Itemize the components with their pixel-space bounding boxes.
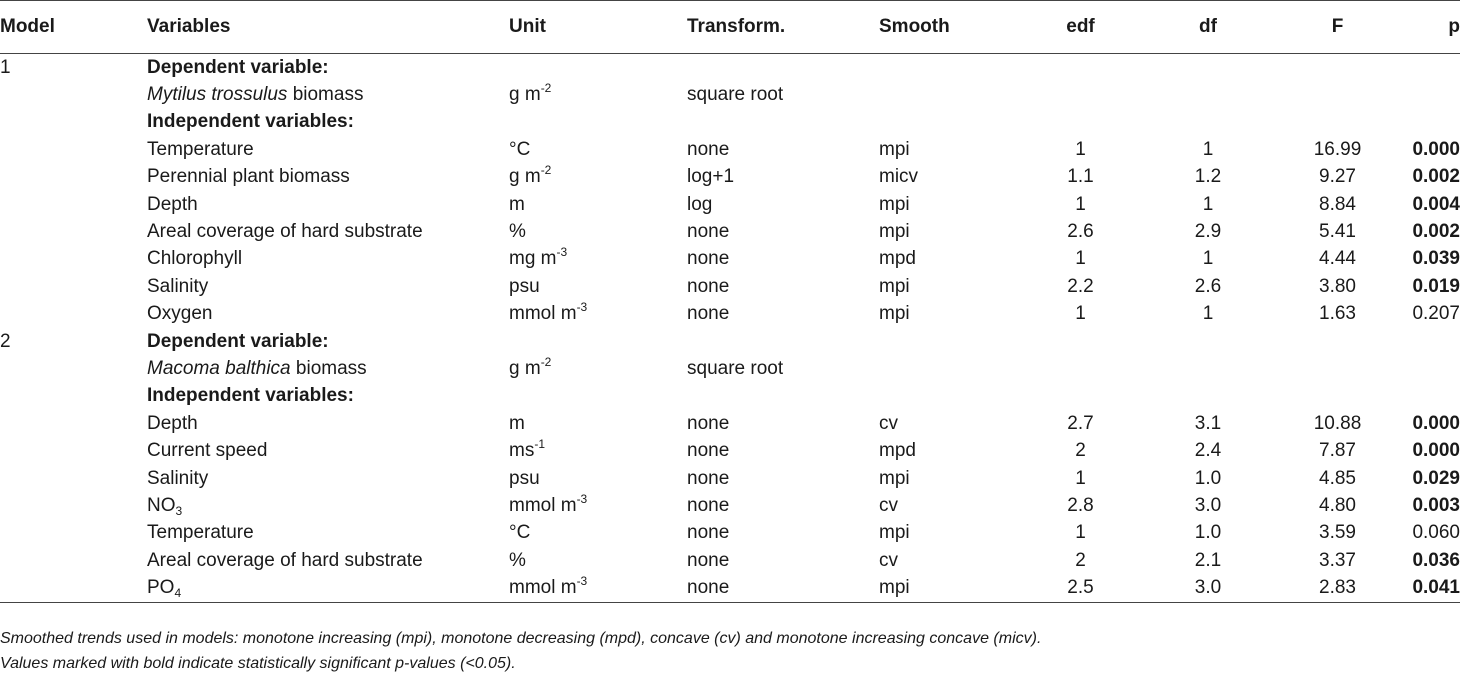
- p-value-cell: 0.004: [1412, 193, 1460, 215]
- smooth-cell: [879, 109, 1019, 136]
- unit-cell: [509, 383, 687, 410]
- variable-cell: [147, 328, 509, 355]
- smooth-cell: cv: [879, 494, 898, 516]
- footnote-significance: Values marked with bold indicate statistically significant p-values (<0.05).: [0, 655, 516, 672]
- model-cell: [0, 355, 147, 382]
- transform-cell: [687, 109, 879, 136]
- variable-name: Chlorophyll: [147, 248, 243, 270]
- edf-cell: 1: [1075, 138, 1086, 160]
- f-cell: [1274, 54, 1401, 82]
- edf-cell: 2: [1075, 440, 1086, 462]
- variable-name: Areal coverage of hard substrate: [147, 221, 423, 243]
- smooth-cell: [879, 54, 1019, 82]
- variable-name: PO: [147, 577, 175, 599]
- variable-name: Independent variables:: [147, 111, 354, 133]
- variable-name: Depth: [147, 193, 198, 215]
- edf-cell: 1: [1075, 193, 1086, 215]
- smooth-cell: [879, 81, 1019, 108]
- table-row: [0, 547, 1460, 574]
- p-value-cell: [1401, 355, 1460, 382]
- transform-cell: log+1: [687, 166, 735, 188]
- f-cell: 10.88: [1313, 412, 1362, 434]
- edf-cell: 2.2: [1067, 275, 1094, 297]
- unit-text: °C: [509, 138, 531, 160]
- unit-cell: [509, 520, 687, 547]
- unit-text: mmol m: [509, 494, 577, 516]
- unit-text: %: [509, 221, 526, 243]
- df-cell: 2.4: [1194, 440, 1222, 462]
- variable-cell: [147, 465, 509, 492]
- table-row: [0, 273, 1460, 300]
- variable-name: Depth: [147, 412, 198, 434]
- unit-exponent: -3: [556, 245, 568, 260]
- model-cell: [0, 437, 147, 464]
- variable-name: Temperature: [147, 522, 254, 544]
- p-value-cell: 0.041: [1401, 574, 1460, 602]
- f-cell: 4.80: [1319, 494, 1356, 516]
- table-row: [0, 410, 1460, 437]
- unit-text: %: [509, 549, 526, 571]
- unit-cell: [509, 437, 687, 464]
- p-value-cell: 0.060: [1412, 522, 1460, 544]
- edf-cell: [1019, 81, 1142, 108]
- header-variables: Variables: [147, 1, 509, 54]
- smooth-cell: micv: [879, 166, 919, 188]
- p-value-cell: 0.002: [1412, 221, 1460, 243]
- smooth-cell: mpi: [879, 467, 910, 489]
- unit-text: ms: [509, 440, 535, 462]
- unit-text: psu: [509, 467, 540, 489]
- smooth-cell: mpi: [879, 303, 910, 325]
- variable-suffix: biomass: [287, 84, 364, 106]
- f-cell: 5.41: [1319, 221, 1356, 243]
- smooth-cell: cv: [879, 412, 898, 434]
- unit-exponent: -3: [576, 574, 588, 589]
- transform-cell: none: [687, 549, 730, 571]
- variable-cell: [147, 383, 509, 410]
- table-row: [0, 246, 1460, 273]
- table-row: [0, 191, 1460, 218]
- model-cell: [0, 191, 147, 218]
- unit-cell: [509, 547, 687, 574]
- footnote-smoothing: Smoothed trends used in models: monotone increasing (mpi), monotone decreasing (mpd), concave (cv) and monotone increasing concave (micv).: [0, 630, 1042, 647]
- df-cell: 1.0: [1194, 467, 1222, 489]
- unit-exponent: -2: [540, 81, 552, 96]
- variable-name: Mytilus trossulus: [147, 84, 288, 106]
- f-cell: 4.44: [1319, 248, 1356, 270]
- table-row: [0, 437, 1460, 464]
- variable-cell: [147, 54, 509, 82]
- unit-text: mmol m: [509, 577, 577, 599]
- model-cell: [0, 218, 147, 245]
- table-row: [0, 218, 1460, 245]
- p-value-cell: 0.000: [1412, 412, 1460, 434]
- transform-cell: [687, 383, 879, 410]
- f-cell: [1274, 109, 1401, 136]
- f-cell: [1274, 355, 1401, 382]
- variable-name: Temperature: [147, 138, 254, 160]
- table-row: [0, 81, 1460, 108]
- df-cell: 1: [1202, 138, 1214, 160]
- df-cell: [1142, 383, 1274, 410]
- unit-cell: [509, 109, 687, 136]
- unit-text: °C: [509, 522, 531, 544]
- edf-cell: [1019, 383, 1142, 410]
- p-value-cell: 0.019: [1412, 275, 1460, 297]
- model-cell: [0, 547, 147, 574]
- header-unit: Unit: [509, 1, 687, 54]
- variable-cell: [147, 574, 509, 602]
- variable-name: Current speed: [147, 440, 268, 462]
- f-cell: 4.85: [1319, 467, 1356, 489]
- variable-cell: [147, 301, 509, 328]
- model-cell: [0, 520, 147, 547]
- smooth-cell: [879, 328, 1019, 355]
- unit-text: g m: [509, 84, 541, 106]
- edf-cell: [1019, 54, 1142, 82]
- variable-cell: [147, 164, 509, 191]
- p-value-cell: 0.000: [1412, 440, 1460, 462]
- edf-cell: 2.5: [1019, 574, 1142, 602]
- variable-cell: [147, 520, 509, 547]
- transform-cell: square root: [687, 357, 784, 379]
- transform-cell: none: [687, 221, 730, 243]
- edf-cell: [1019, 355, 1142, 382]
- unit-cell: [509, 164, 687, 191]
- table-row: [0, 574, 1460, 602]
- transform-cell: none: [687, 412, 730, 434]
- variable-name: NO: [147, 494, 176, 516]
- unit-exponent: -3: [576, 300, 588, 315]
- df-cell: [1142, 109, 1274, 136]
- unit-cell: [509, 54, 687, 82]
- df-cell: [1142, 328, 1274, 355]
- df-cell: [1142, 81, 1274, 108]
- variable-name: Macoma balthica: [147, 357, 291, 379]
- unit-text: mmol m: [509, 303, 577, 325]
- f-cell: [1274, 383, 1401, 410]
- variable-name: Perennial plant biomass: [147, 166, 350, 188]
- transform-cell: none: [687, 467, 730, 489]
- variable-cell: [147, 547, 509, 574]
- variable-subscript: 3: [175, 503, 183, 518]
- transform-cell: log: [687, 193, 713, 215]
- header-smooth: Smooth: [879, 1, 1019, 54]
- transform-cell: none: [687, 248, 730, 270]
- unit-exponent: -2: [540, 354, 552, 369]
- df-cell: 1.0: [1194, 522, 1222, 544]
- table-row: [0, 136, 1460, 163]
- variable-cell: [147, 437, 509, 464]
- edf-cell: 1: [1075, 248, 1086, 270]
- edf-cell: 1: [1075, 522, 1086, 544]
- variable-name: Salinity: [147, 467, 209, 489]
- p-value-cell: [1401, 81, 1460, 108]
- p-value-cell: 0.036: [1412, 549, 1460, 571]
- edf-cell: 1: [1075, 303, 1086, 325]
- df-cell: 3.0: [1194, 494, 1222, 516]
- unit-cell: [509, 246, 687, 273]
- f-cell: [1274, 81, 1401, 108]
- df-cell: 1: [1202, 193, 1214, 215]
- model-cell: [0, 465, 147, 492]
- table-row: [0, 54, 1460, 82]
- unit-text: psu: [509, 275, 540, 297]
- model-cell: [0, 273, 147, 300]
- transform-cell: [687, 54, 879, 82]
- model-cell: [0, 81, 147, 108]
- p-value-cell: [1401, 109, 1460, 136]
- unit-cell: [509, 574, 687, 602]
- model-cell: 1: [0, 56, 11, 78]
- smooth-cell: [879, 383, 1019, 410]
- unit-exponent: -2: [540, 163, 552, 178]
- unit-text: mg m: [509, 248, 557, 270]
- transform-cell: none: [687, 275, 730, 297]
- table-row: [0, 355, 1460, 382]
- smooth-cell: mpi: [879, 275, 910, 297]
- unit-text: g m: [509, 166, 541, 188]
- variable-cell: [147, 410, 509, 437]
- edf-cell: 1: [1075, 467, 1086, 489]
- transform-cell: none: [687, 138, 730, 160]
- df-cell: 2.1: [1194, 549, 1222, 571]
- edf-cell: [1019, 328, 1142, 355]
- variable-cell: [147, 355, 509, 382]
- table-row: [0, 465, 1460, 492]
- edf-cell: 2.6: [1067, 221, 1094, 243]
- f-cell: 3.59: [1319, 522, 1356, 544]
- variable-name: Dependent variable:: [147, 56, 329, 78]
- f-cell: 1.63: [1319, 303, 1356, 325]
- smooth-cell: [879, 355, 1019, 382]
- unit-cell: [509, 328, 687, 355]
- unit-cell: [509, 410, 687, 437]
- variable-cell: [147, 273, 509, 300]
- variable-name: Areal coverage of hard substrate: [147, 549, 423, 571]
- model-cell: [0, 246, 147, 273]
- df-cell: 1: [1202, 248, 1214, 270]
- variable-name: Dependent variable:: [147, 330, 329, 352]
- f-cell: 3.37: [1319, 549, 1356, 571]
- model-cell: [0, 109, 147, 136]
- header-df: df: [1142, 1, 1274, 54]
- edf-cell: 1.1: [1067, 166, 1094, 188]
- transform-cell: none: [687, 522, 730, 544]
- variable-cell: [147, 109, 509, 136]
- variable-cell: [147, 191, 509, 218]
- smooth-cell: mpd: [879, 440, 916, 462]
- unit-cell: [509, 355, 687, 382]
- f-cell: 3.80: [1319, 275, 1356, 297]
- variable-name: Salinity: [147, 275, 209, 297]
- f-cell: 8.84: [1319, 193, 1356, 215]
- transform-cell: [687, 328, 879, 355]
- header-model: Model: [0, 1, 147, 54]
- df-cell: 3.1: [1194, 412, 1222, 434]
- unit-cell: [509, 136, 687, 163]
- table-row: [0, 520, 1460, 547]
- df-cell: 1.2: [1194, 166, 1222, 188]
- model-cell: [0, 574, 147, 602]
- smooth-cell: mpi: [879, 522, 910, 544]
- f-cell: 2.83: [1274, 574, 1401, 602]
- p-value-cell: 0.029: [1412, 467, 1460, 489]
- variable-cell: [147, 218, 509, 245]
- p-value-cell: 0.039: [1412, 248, 1460, 270]
- edf-cell: 2: [1075, 549, 1086, 571]
- edf-cell: 2.8: [1067, 494, 1094, 516]
- model-cell: [0, 136, 147, 163]
- unit-cell: [509, 218, 687, 245]
- df-cell: 2.9: [1194, 221, 1222, 243]
- transform-cell: none: [687, 494, 730, 516]
- unit-exponent: -3: [576, 491, 588, 506]
- p-value-cell: 0.207: [1412, 303, 1460, 325]
- variable-name: Independent variables:: [147, 385, 354, 407]
- f-cell: [1274, 328, 1401, 355]
- model-cell: [0, 383, 147, 410]
- variable-subscript: 4: [174, 586, 182, 601]
- unit-cell: [509, 191, 687, 218]
- header-p: p: [1401, 1, 1460, 54]
- transform-cell: none: [687, 303, 730, 325]
- f-cell: 7.87: [1319, 440, 1356, 462]
- unit-cell: [509, 273, 687, 300]
- transform-cell: none: [687, 574, 879, 602]
- variable-name: Oxygen: [147, 303, 213, 325]
- table-row: [0, 328, 1460, 355]
- unit-text: m: [509, 193, 525, 215]
- f-cell: 16.99: [1313, 138, 1362, 160]
- table-row: [0, 109, 1460, 136]
- transform-cell: square root: [687, 84, 784, 106]
- df-cell: [1142, 355, 1274, 382]
- model-cell: [0, 492, 147, 519]
- table-row: [0, 492, 1460, 519]
- table-row: [0, 301, 1460, 328]
- unit-cell: [509, 492, 687, 519]
- df-cell: [1142, 54, 1274, 82]
- unit-exponent: -1: [534, 437, 545, 452]
- variable-cell: [147, 492, 509, 519]
- unit-cell: [509, 81, 687, 108]
- variable-cell: [147, 136, 509, 163]
- table-row: [0, 164, 1460, 191]
- p-value-cell: [1401, 383, 1460, 410]
- variable-cell: [147, 246, 509, 273]
- edf-cell: [1019, 109, 1142, 136]
- model-cell: [0, 410, 147, 437]
- header-edf: edf: [1019, 1, 1142, 54]
- p-value-cell: 0.003: [1412, 494, 1460, 516]
- unit-text: m: [509, 412, 525, 434]
- model-cell: [0, 301, 147, 328]
- header-row: [0, 1, 1460, 54]
- smooth-cell: mpi: [879, 193, 910, 215]
- header-transform: Transform.: [687, 1, 879, 54]
- df-cell: 1: [1202, 303, 1214, 325]
- smooth-cell: mpi: [879, 138, 910, 160]
- p-value-cell: [1401, 328, 1460, 355]
- df-cell: 2.6: [1194, 275, 1222, 297]
- smooth-cell: cv: [879, 549, 898, 571]
- unit-cell: [509, 465, 687, 492]
- transform-cell: none: [687, 440, 730, 462]
- model-cell: [0, 164, 147, 191]
- f-cell: 9.27: [1319, 166, 1356, 188]
- df-cell: 3.0: [1142, 574, 1274, 602]
- p-value-cell: [1401, 54, 1460, 82]
- variable-suffix: biomass: [290, 357, 367, 379]
- edf-cell: 2.7: [1067, 412, 1094, 434]
- unit-text: g m: [509, 357, 541, 379]
- p-value-cell: 0.002: [1412, 166, 1460, 188]
- header-f: F: [1274, 1, 1401, 54]
- unit-cell: [509, 301, 687, 328]
- p-value-cell: 0.000: [1412, 138, 1460, 160]
- smooth-cell: mpi: [879, 574, 1019, 602]
- model-cell: 2: [0, 330, 11, 352]
- table-row: [0, 383, 1460, 410]
- smooth-cell: mpi: [879, 221, 910, 243]
- variable-cell: [147, 81, 509, 108]
- smooth-cell: mpd: [879, 248, 916, 270]
